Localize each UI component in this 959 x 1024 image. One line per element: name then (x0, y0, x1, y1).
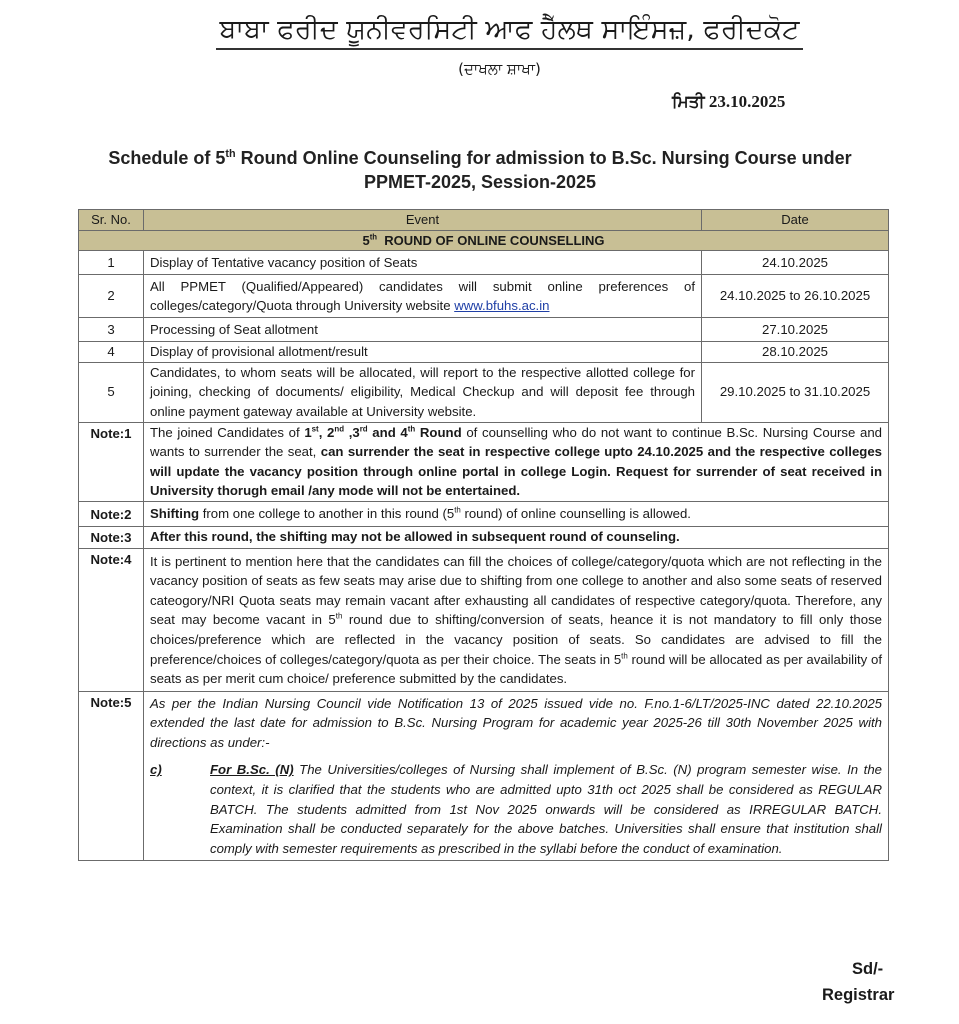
table-row (79, 362, 889, 422)
note-text-part: of counselling who do not want to continue B.Sc. Nursing Course and wants to surrender the seat, (150, 424, 883, 460)
header-date: Date (702, 210, 889, 231)
row-sr: 3 (79, 318, 144, 342)
signature-block (822, 956, 894, 1008)
note-text-part: The joined Candidates of (150, 424, 305, 440)
note-text-part: round) of online counselling is allowed. (460, 506, 691, 522)
schedule-table (78, 209, 889, 861)
row-event: Processing of Seat allotment (144, 318, 702, 342)
row-event: Candidates, to whom seats will be allocated, will report to the respective allotted college for joining, checking of documents/ eligibility, Medical Checkup and will deposit fee through online payment gateway available at University website. (144, 362, 702, 422)
round-sup: th (369, 232, 378, 242)
university-website-link[interactable]: www.bfuhs.ac.in (454, 298, 550, 314)
row-sr: 1 (79, 251, 144, 275)
signatory-designation: Registrar (822, 986, 895, 1004)
date-value: 23.10.2025 (708, 92, 786, 111)
ordinal-sup: th (335, 611, 343, 621)
note-text-part: It is pertinent to mention here that the candidates can fill the choices of college/category/quota which are not reflecting in the vacancy position of seats as few seats may arise due to shifting from one college to another and also some seats of reserved cateogory/NRI Quota seats may remain vacant after exhausting all candidates of respective category/quota. Therefore, any seat may become vacant in 5 (150, 553, 882, 628)
ordinal-sup: th (454, 505, 461, 515)
round-heading (79, 230, 889, 251)
note-label: Note:1 (79, 422, 144, 501)
sub-clause-body: The Universities/colleges of Nursing shall implement of B.Sc. (N) program semester wise. In the context, it is clarified that the students who are admitted upto 31th oct 2025 shall be considered as REGULAR BATCH. The students admitted from 1st Nov 2025 onwards will be considered as IRREGULAR BATCH. Examination shall be conducted separately for the above batches. Universities shall ensure that institution shall comply with semester requirements as prescribed in the syllabi before the conduct of examination. (210, 762, 882, 856)
row-event: Display of Tentative vacancy position of Seats (144, 251, 702, 275)
note-bold-text: After this round, the shifting may not be allowed in subsequent round of counseling. (150, 529, 680, 545)
row-sr: 5 (79, 362, 144, 422)
round-ordinal: 1 (304, 424, 312, 440)
note-text (144, 526, 889, 548)
note-row-5 (79, 691, 889, 861)
row-date: 24.10.2025 to 26.10.2025 (702, 275, 889, 318)
signed-mark: Sd/- (852, 960, 884, 978)
document-title (80, 146, 880, 194)
issue-date (672, 92, 785, 112)
row-date: 28.10.2025 (702, 342, 889, 363)
note-text-part: round due to shifting/conversion of seats, heance it is not mandatory to fill only those choices/preference which are reflected in the vacancy position of seats. So candidates are advised to fill the preference/choices of colleges/category/quota as per their choice. The seats in 5 (150, 612, 882, 667)
sep: , (344, 424, 353, 440)
sub-clause-heading: For B.Sc. (N) (210, 762, 294, 778)
table-row (79, 318, 889, 342)
row-sr: 2 (79, 275, 144, 318)
ordinal-sup: th (621, 651, 628, 661)
note-label: Note:4 (79, 548, 144, 691)
round-text: ROUND OF ONLINE COUNSELLING (377, 232, 605, 248)
university-name-text: ਬਾਬਾ ਫਰੀਦ ਯੂਨੀਵਰਸਿਟੀ ਆਫ ਹੈੱਲਥ ਸਾਇੰਸਜ਼, ਫਰੀਦਕੋਟ (216, 14, 804, 50)
row-event: Display of provisional allotment/result (144, 342, 702, 363)
title-sup: th (225, 148, 236, 160)
round-ordinal: 2 (327, 424, 335, 440)
row-date: 24.10.2025 (702, 251, 889, 275)
note-text (144, 691, 889, 861)
branch-name: (ਦਾਖਲਾ ਸ਼ਾਖਾ) (458, 60, 541, 78)
row-event-text: All PPMET (Qualified/Appeared) candidates will submit online preferences of colleges/category/Quota through University website (150, 278, 695, 314)
note-text (144, 422, 889, 501)
table-row (79, 275, 889, 318)
title-text-2: Round Online Counseling for admission to B.Sc. Nursing Course under (235, 148, 852, 168)
round-ordinal: 3 (352, 424, 360, 440)
round-heading-row (79, 230, 889, 251)
sub-clause-text (210, 760, 882, 858)
table-row (79, 251, 889, 275)
table-header-row (79, 210, 889, 231)
university-name (0, 14, 959, 50)
header-event: Event (144, 210, 702, 231)
sep: , (318, 424, 328, 440)
title-text: Schedule of 5 (108, 148, 226, 168)
title-line-2: PPMET-2025, Session-2025 (363, 172, 597, 192)
note-row-2 (79, 501, 889, 526)
note-text (144, 501, 889, 526)
note-text-part: from one college to another in this round (5 (199, 506, 455, 522)
table-row (79, 342, 889, 363)
ordinal-sup: th (407, 424, 416, 434)
round-num: 5 (362, 232, 370, 248)
row-event (144, 275, 702, 318)
ordinal-sup: st (311, 424, 319, 434)
round-ordinal: 4 (400, 424, 408, 440)
row-sr: 4 (79, 342, 144, 363)
date-label: ਮਿਤੀ (672, 92, 705, 112)
ordinal-sup: nd (334, 424, 345, 434)
row-date: 29.10.2025 to 31.10.2025 (702, 362, 889, 422)
note-label: Note:2 (79, 501, 144, 526)
ordinal-sup: rd (359, 424, 368, 434)
note-text (144, 548, 889, 691)
sub-clause-marker: c) (150, 762, 162, 778)
note-5-sub-clause (150, 760, 882, 858)
header-sr-no: Sr. No. (79, 210, 144, 231)
row-date: 27.10.2025 (702, 318, 889, 342)
sep: Round (415, 424, 462, 440)
note-row-1 (79, 422, 889, 501)
note-row-4 (79, 548, 889, 691)
note-row-3 (79, 526, 889, 548)
note-5-intro: As per the Indian Nursing Council vide Notification 13 of 2025 issued vide no. F.no.1-6/LT/2025-INC dated 22.10.2025 extended the last date for admission to B.Sc. Nursing Program for academic year 2025-26 till 30th November 2025 with directions as under:- (150, 695, 882, 750)
note-bold-text: can surrender the seat in respective college upto 24.10.2025 and the respective colleges will update the vacancy position through online portal in college Login. Request for surrender of seat received in University thorugh email /any mode will not be entertained. (150, 444, 882, 499)
note-label: Note:5 (79, 691, 144, 861)
note-bold-text: Shifting (150, 506, 200, 522)
note-label: Note:3 (79, 526, 144, 548)
sep: and (367, 424, 401, 440)
note-text-part: round will be allocated as per availability of seats as per merit cum choice/ preference submitted by the candidates. (150, 651, 882, 687)
